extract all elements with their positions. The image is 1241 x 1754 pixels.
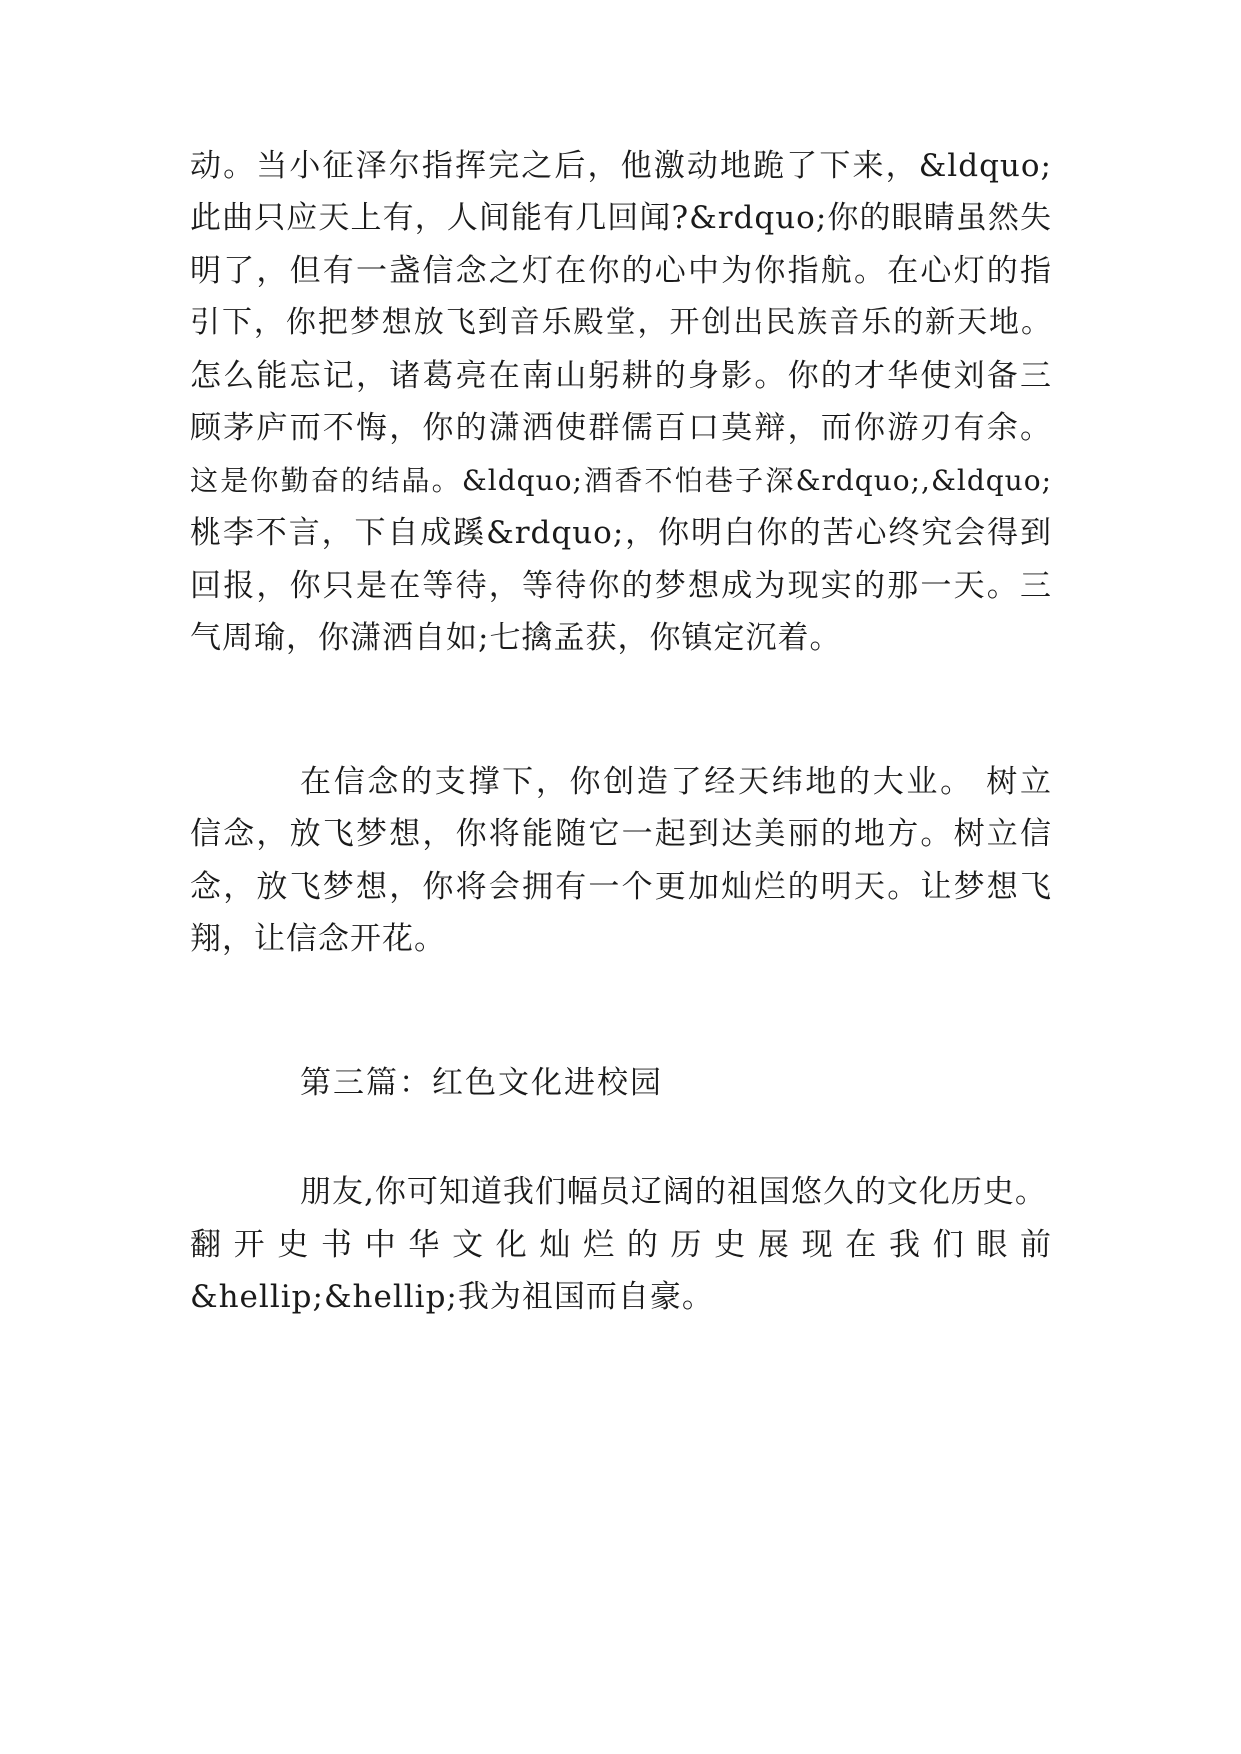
- paragraph-line: 顾茅庐而不悔，你的潇洒使群儒百口莫辩，而你游刃有余。: [190, 410, 1052, 446]
- paragraph-line: 怎么能忘记，诸葛亮在南山躬耕的身影。你的才华使刘备三: [190, 358, 1052, 394]
- paragraph-line: 在信念的支撑下，你创造了经天纬地的大业。 树立: [300, 764, 1052, 800]
- paragraph-line: 此曲只应天上有，人间能有几回闻?&rdquo;你的眼睛虽然失: [190, 200, 1052, 236]
- paragraph-line: 明了，但有一盏信念之灯在你的心中为你指航。在心灯的指: [190, 253, 1052, 289]
- paragraph-line: 翔，让信念开花。: [190, 921, 446, 957]
- paragraph-line: 翻开史书中华文化灿烂的历史展现在我们眼前: [190, 1227, 1052, 1263]
- paragraph-line: 这是你勤奋的结晶。&ldquo;酒香不怕巷子深&rdquo;,&ldquo;: [190, 464, 1052, 497]
- paragraph-line: 引下，你把梦想放飞到音乐殿堂，开创出民族音乐的新天地。: [190, 305, 1052, 340]
- paragraph-line: 气周瑜，你潇洒自如;七擒孟获，你镇定沉着。: [190, 620, 842, 656]
- paragraph-line: 朋友,你可知道我们幅员辽阔的祖国悠久的文化历史。: [300, 1174, 1047, 1210]
- paragraph-line: &hellip;&hellip;我为祖国而自豪。: [190, 1279, 714, 1315]
- paragraph-line: 桃李不言，下自成蹊&rdquo;，你明白你的苦心终究会得到: [190, 515, 1052, 551]
- paragraph-line: 信念，放飞梦想，你将能随它一起到达美丽的地方。树立信: [190, 816, 1052, 852]
- paragraph-line: 念，放飞梦想，你将会拥有一个更加灿烂的明天。让梦想飞: [190, 869, 1052, 905]
- paragraph-line: 动。当小征泽尔指挥完之后，他激动地跪了下来，&ldquo;: [190, 148, 1052, 184]
- section-heading: 第三篇：红色文化进校园: [300, 1065, 663, 1101]
- paragraph-line: 回报，你只是在等待，等待你的梦想成为现实的那一天。三: [190, 568, 1052, 604]
